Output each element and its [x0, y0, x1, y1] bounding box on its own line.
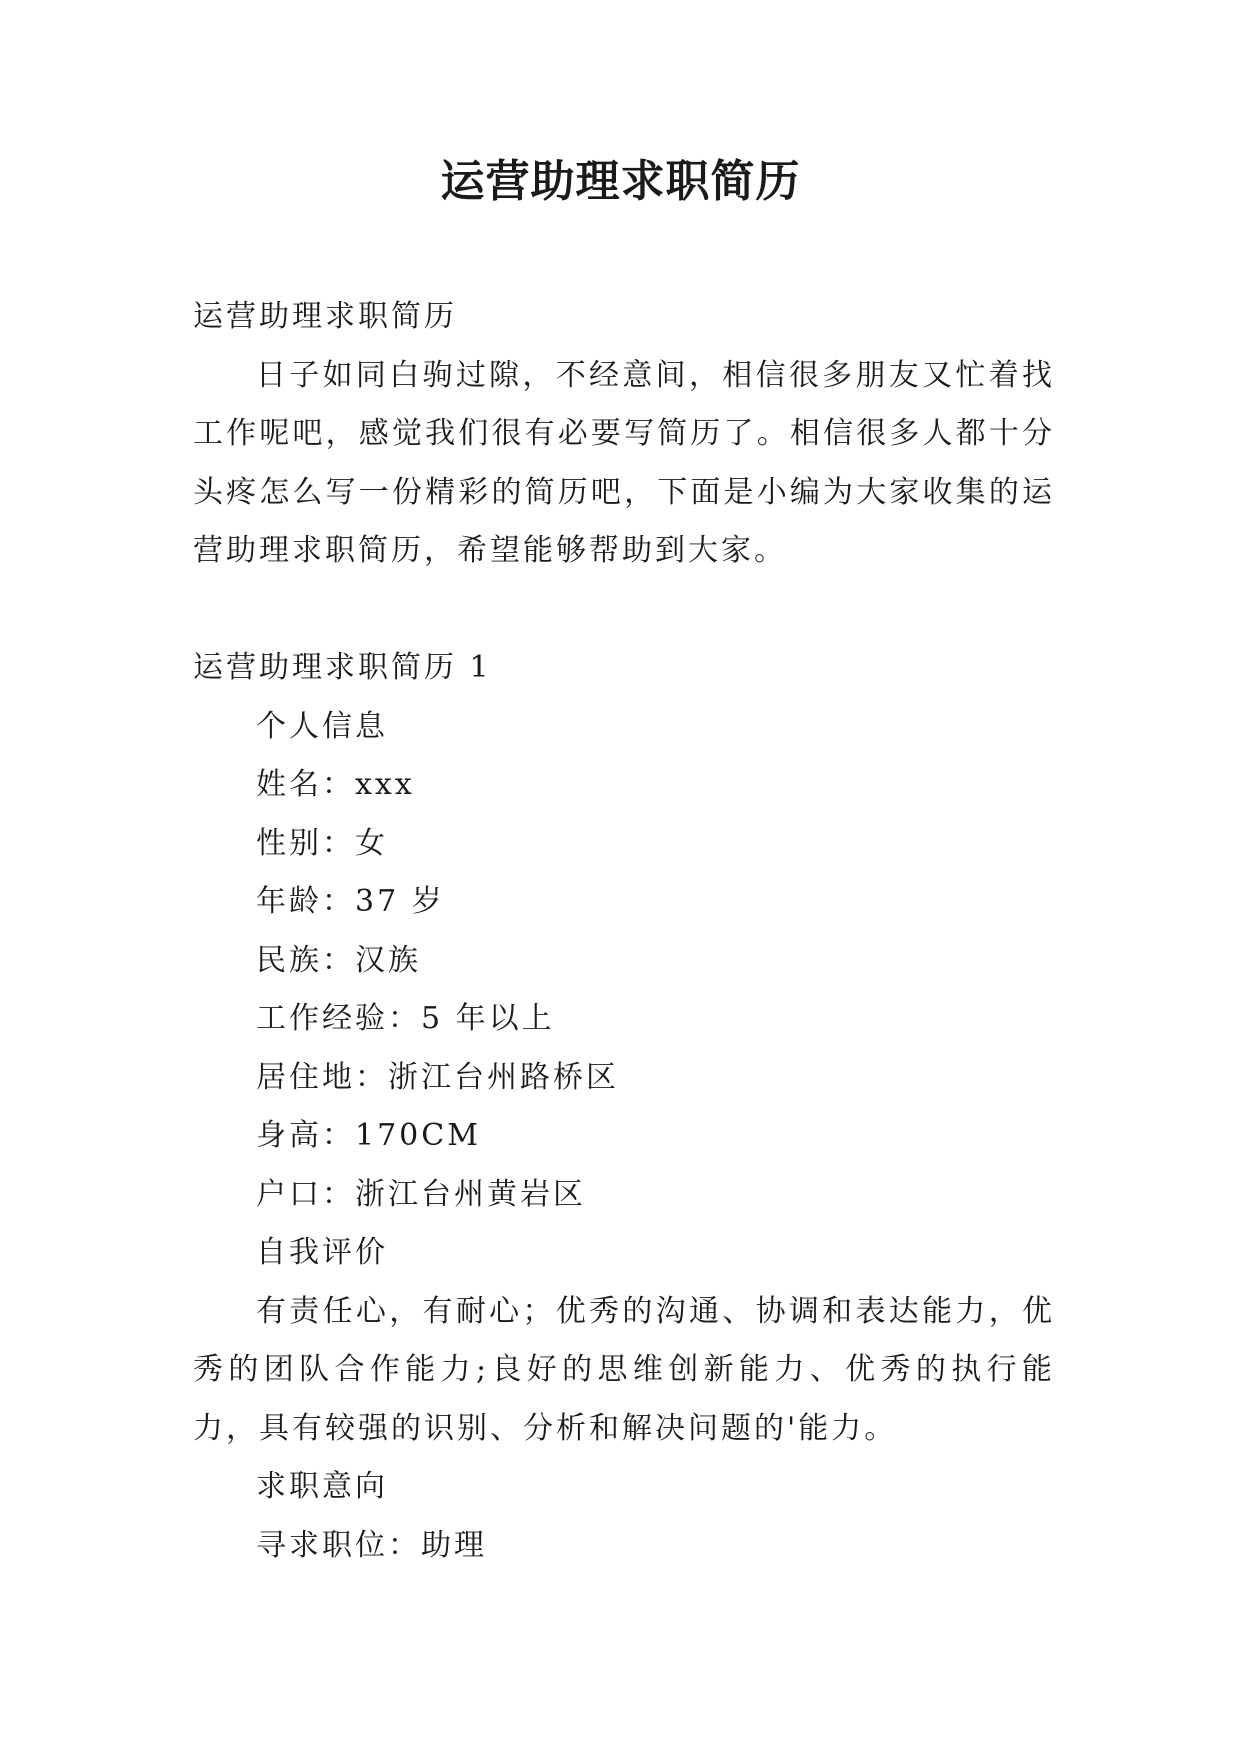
self-evaluation-heading: 自我评价	[256, 1235, 388, 1270]
intro-paragraph: 日子如同白驹过隙，不经意间，相信很多朋友又忙着找工作呢吧，感觉我们很有必要写简历了。相信很多人都十分头疼怎么写一份精彩的简历吧，下面是小编为大家收集的运营助理求职简历，希望能够帮助到大家。	[193, 357, 1055, 568]
job-intent-position: 寻求职位：助理	[256, 1527, 487, 1563]
info-name: 姓名：xxx	[256, 767, 415, 802]
info-experience: 工作经验：5 年以上	[256, 1001, 555, 1036]
document-body	[193, 288, 1055, 1575]
personal-info-heading: 个人信息	[256, 708, 388, 744]
self-evaluation-paragraph: 有责任心，有耐心；优秀的沟通、协调和表达能力，优秀的团队合作能力;良好的思维创新能力、优秀的执行能力，具有较强的识别、分析和解决问题的'能力。	[193, 1293, 1055, 1446]
section-spacer	[193, 581, 1055, 640]
info-age: 年龄：37 岁	[256, 884, 445, 919]
info-height: 身高：170CM	[256, 1118, 481, 1153]
info-residence: 居住地：浙江台州路桥区	[256, 1059, 619, 1095]
section-heading: 运营助理求职简历 1	[193, 650, 492, 685]
info-hukou: 户口：浙江台州黄岩区	[256, 1176, 586, 1212]
info-ethnicity: 民族：汉族	[256, 942, 421, 978]
page-title: 运营助理求职简历	[440, 156, 801, 207]
info-gender: 性别：女	[256, 825, 388, 861]
job-intent-heading: 求职意向	[256, 1469, 388, 1504]
document-subtitle: 运营助理求职简历	[193, 299, 457, 334]
